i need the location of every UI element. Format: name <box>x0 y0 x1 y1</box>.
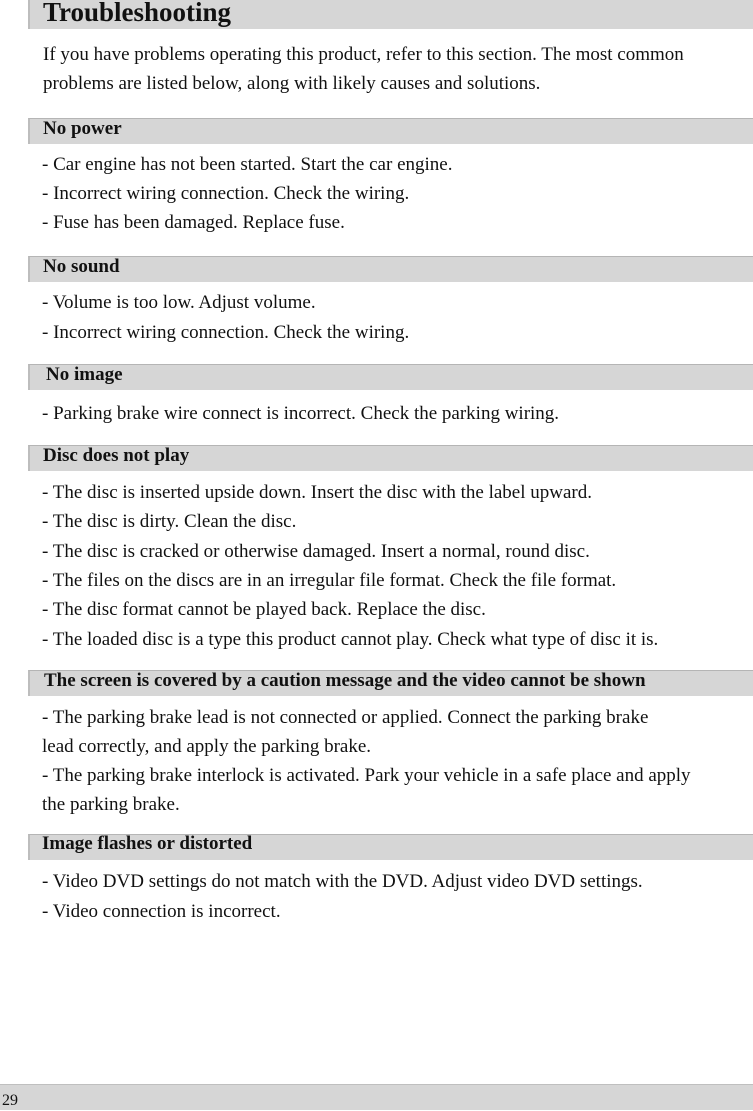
solution-line: - The parking brake lead is not connected or applied. Connect the parking brake <box>42 707 649 728</box>
solution-line: - Video DVD settings do not match with the DVD. Adjust video DVD settings. <box>42 871 643 892</box>
solution-line: the parking brake. <box>42 794 180 815</box>
solution-line: - Video connection is incorrect. <box>42 901 281 922</box>
solution-line: - The disc is cracked or otherwise damaged. Insert a normal, round disc. <box>42 541 590 562</box>
section-bar-no-sound <box>28 256 753 282</box>
solution-line: - The parking brake interlock is activated. Park your vehicle in a safe place and apply <box>42 765 691 786</box>
solution-line: - Car engine has not been started. Start the car engine. <box>42 154 453 175</box>
solution-line: - The files on the discs are in an irregular file format. Check the file format. <box>42 570 617 591</box>
solution-line: - The loaded disc is a type this product cannot play. Check what type of disc it is. <box>42 629 659 650</box>
section-title-no-image: No image <box>46 364 123 385</box>
solution-line: lead correctly, and apply the parking brake. <box>42 736 372 757</box>
section-title-no-power: No power <box>43 118 122 139</box>
section-title-no-sound: No sound <box>43 256 120 277</box>
solution-line: - Fuse has been damaged. Replace fuse. <box>42 212 345 233</box>
solution-line: - Volume is too low. Adjust volume. <box>42 292 316 313</box>
section-title-disc-does-not-play: Disc does not play <box>43 445 190 466</box>
section-title-image-flashes: Image flashes or distorted <box>42 833 253 854</box>
solution-line: - The disc format cannot be played back. Replace the disc. <box>42 599 486 620</box>
solution-line: - The disc is dirty. Clean the disc. <box>42 511 297 532</box>
solution-line: - The disc is inserted upside down. Insert the disc with the label upward. <box>42 482 592 503</box>
solution-line: - Incorrect wiring connection. Check the wiring. <box>42 322 410 343</box>
page-number: 29 <box>2 1092 18 1109</box>
section-title-caution-message: The screen is covered by a caution message and the video cannot be shown <box>44 670 646 691</box>
solution-line: - Parking brake wire connect is incorrect. Check the parking wiring. <box>42 403 560 424</box>
section-bar-no-image <box>28 364 753 390</box>
section-bar-no-power <box>28 118 753 144</box>
footer-bar <box>0 1084 753 1110</box>
intro-paragraph: If you have problems operating this product, refer to this section. The most common problems are listed below, along with likely causes and solutions. <box>43 44 684 94</box>
page-title: Troubleshooting <box>43 0 232 27</box>
solution-line: - Incorrect wiring connection. Check the wiring. <box>42 183 410 204</box>
